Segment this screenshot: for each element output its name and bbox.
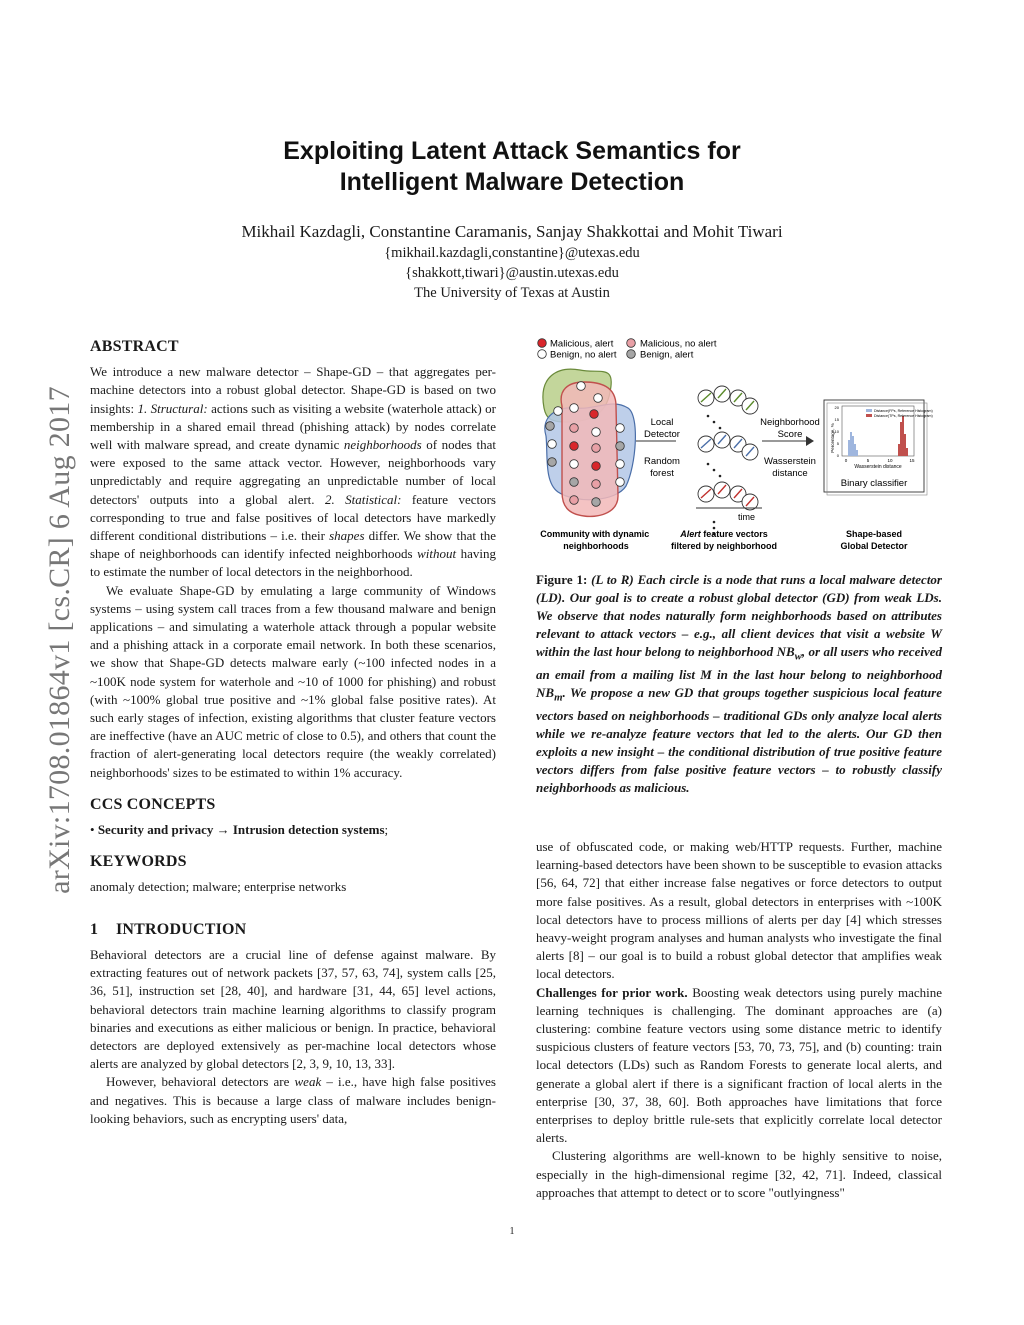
node: [570, 496, 579, 505]
figure-1-diagram: [536, 336, 946, 558]
paper-title: [0, 136, 1024, 198]
left-column: [90, 338, 496, 1128]
node: [592, 444, 601, 453]
local-detector-label: Local Detector: [644, 417, 680, 440]
page-number: 1: [509, 1226, 515, 1237]
time-label: time: [738, 512, 756, 522]
legend-benign-no-alert: Benign, no alert: [550, 349, 617, 361]
plot-ytick: 5: [836, 441, 839, 446]
author-affiliations: [0, 243, 1024, 303]
alert-vectors-label: Alert feature vectors filtered by neighborhood: [671, 529, 777, 551]
node: [548, 458, 557, 467]
author-email-2: {shakkott,tiwari}@austin.utexas.edu: [405, 265, 619, 281]
node: [616, 424, 625, 433]
legend-benign-alert-dot: [627, 350, 636, 359]
shape-gd-label: Shape-based Global Detector: [840, 529, 908, 551]
node: [546, 422, 555, 431]
node: [548, 440, 557, 449]
plot-xtick: 10: [887, 458, 893, 463]
intro-paragraph-3: use of obfuscated code, or making web/HTTP requests. Further, machine learning-based detectors have been shown to be susceptible to evasion attacks [56, 64, 72] that either increase false negatives or force detectors to output more false positives. As a result, global detectors in enterprises with ~100K local detectors have to process millions of alerts per day [4] which stresses heavy-weight program analyses and human analysts who investigate the final alerts [8] – our goal is to build a robust global detector that amplifies weak local detectors.: [536, 839, 942, 982]
plot-legend-swatch-tps: [866, 414, 872, 417]
legend-malicious-alert: Malicious, alert: [550, 338, 614, 350]
keywords-heading: KEYWORDS: [90, 853, 187, 871]
plot-legend-swatch-fps: [866, 409, 872, 412]
node: [570, 478, 579, 487]
node: [594, 394, 603, 403]
paper-title-line2: Intelligent Malware Detection: [339, 168, 685, 196]
plot-ytick: 15: [834, 417, 839, 422]
binary-classifier-label: Binary classifier: [840, 478, 908, 489]
introduction-heading: 1 INTRODUCTION: [90, 920, 247, 938]
plot-legend-tps: Distance(TPs, Reference Histogram): [874, 414, 933, 418]
paper-authors: Mikhail Kazdagli, Constantine Caramanis, Sanjay Shakkottai and Mohit Tiwari: [241, 222, 783, 241]
node: [554, 407, 563, 416]
paper-title-line1: Exploiting Latent Attack Semantics for: [283, 137, 741, 165]
node: [592, 480, 601, 489]
author-institution: The University of Texas at Austin: [414, 285, 610, 301]
keywords-text: anomaly detection; malware; enterprise networks: [90, 879, 347, 895]
right-column: [536, 838, 942, 1202]
red-neighborhood-region: [561, 382, 618, 516]
feature-vectors-row-1: [698, 386, 758, 414]
node: [592, 498, 601, 507]
ccs-heading: CCS CONCEPTS: [90, 795, 216, 813]
wasserstein-distance-label: Wasserstein distance: [764, 456, 816, 479]
abstract-paragraph-2: We evaluate Shape-GD by emulating a large community of Windows systems – using system call traces from a few thousand malware and benign applications – and simulating a waterhole attack through a popular website and a phishing attack in a corporate email network. In both these scenarios, we show that Shape-GD detects malware early (~100 infected nodes in a ~100K node system for waterhole and ~10 of 1000 for phishing) and robust (with ~100% global true positive and ~1% global false positive rates). At such early stages of infection, existing algorithms that cluster feature vectors are ineffective (have an AUC metric of close to 0.5), and others that count the fraction of alert-generating local detectors require (the weakly correlated) neighborhoods' sizes to be estimated to within 1% accuracy.: [90, 582, 496, 780]
ccs-concepts: • Security and privacy → Intrusion detection systems;: [90, 822, 389, 838]
node: [616, 460, 625, 469]
node: [616, 442, 625, 451]
node: [577, 382, 586, 391]
node: [592, 428, 601, 437]
plot-xtick: 5: [866, 458, 870, 463]
arxiv-identifier: arXiv:1708.01864v1 [cs.CR] 6 Aug 2017: [43, 386, 76, 894]
abstract-paragraph-1: We introduce a new malware detector – Shape-GD – that aggregates per-machine detectors into a robust global detector. Shape-GD is based on two insights: 1. Structural: actions such as visiting a website (waterhole attack) or membership in a shared email thread (phishing attack) by nodes correlate well with malware spread, and create dynamic neighborhoods of nodes that were exposed to the same attack vector. However, neighborhoods vary unpredictably and require aggregating an unpredictable number of local detectors' outputs into a global alert. 2. Statistical: feature vectors corresponding to true and false positives of local detectors have markedly different conditional distributions – i.e. their shapes differ. We show that the shape of neighborhoods can identify infected neighborhoods without having to estimate the number of local detectors in the neighborhood.: [90, 364, 497, 580]
neighborhood-score-label: Neighborhood Score: [760, 417, 820, 440]
node: [590, 410, 599, 419]
community-label: Community with dynamic neighborhoods: [540, 529, 650, 551]
figure-1-caption: Figure 1: (L to R) Each circle is a node that runs a local malware detector (LD). Our goal is to create a robust global detector (GD) from weak LDs. We observe that nodes naturally form neighborhoods based on attributes relevant to attack vectors – e.g., all client devices that visit a website W within the last hour belong to neighborhood $NB_w$, or all users who received an email from a mailing list M in the last hour belong to neighborhood $NB_m$. We propose a new GD that groups together suspicious local feature vectors based on neighborhoods – traditional GDs only analyze local alerts while we re-analyze feature vectors that led to the alerts. Our GD then exploits a new insight – the conditional distribution of true positive feature vectors differs from false positive feature vectors – to robustly classify neighborhoods as malicious.: [536, 572, 943, 796]
intro-paragraph-4: Challenges for prior work. Boosting weak detectors using purely machine learning techniques is challenging. The dominant approaches are (a) clustering: combine feature vectors using some distance metric to identify suspicious clusters of feature vectors [53, 70, 73, 75], and (b) counting: train local detectors (LDs) such as Random Forests to generate local alerts, and generate a global alert if there is a significant fraction of local alerts in the enterprise [30, 37, 38, 60]. Both approaches have limitations that force enterprises to deploy brittle rule-sets that explicitly correlate local detector alerts.: [536, 984, 942, 1146]
legend-benign-alert: Benign, alert: [640, 349, 694, 361]
feature-vectors-row-3: [698, 482, 758, 510]
plot-legend-fps: Distance(FPs, Reference Histogram): [874, 409, 933, 413]
legend-benign-no-alert-dot: [538, 350, 547, 359]
intro-paragraph-5: Clustering algorithms are well-known to be highly sensitive to noise, especially in the high-dimensional regime [32, 42, 71]. Indeed, classical approaches that attempt to detect or to score "outlyingness": [536, 1148, 942, 1200]
legend-malicious-no-alert: Malicious, no alert: [640, 338, 717, 350]
legend-malicious-no-alert-dot: [627, 339, 636, 348]
arrow-head: [806, 436, 814, 446]
author-email-1: {mikhail.kazdagli,constantine}@utexas.edu: [384, 245, 640, 261]
node: [570, 460, 579, 469]
plot-ytick: 10: [834, 429, 839, 434]
plot-ytick: 20: [834, 405, 839, 410]
intro-paragraph-2: However, behavioral detectors are weak – i.e., have high false positives and negatives. This is because a large class of malware includes benign-looking behaviors, such as encrypting users' data,: [90, 1074, 496, 1126]
plot-x-label: Wasserstein distance: [854, 464, 902, 470]
figure-1: [536, 336, 946, 558]
plot-xtick: 0: [844, 458, 848, 463]
node: [570, 424, 579, 433]
plot-y-label: Percentage, %: [830, 423, 835, 453]
intro-paragraph-1: Behavioral detectors are a crucial line of defense against malware. By extracting features out of network packets [37, 57, 63, 74], system calls [25, 36, 51], instruction set [28, 40], and hardware [31, 44, 65] level actions, behavioral detectors train machine learning algorithms to classify program binaries and executions as either malicious or benign. In practice, behavioral detectors are deployed extensively as per-machine local detectors whose alerts are analyzed by global detectors [2, 3, 9, 10, 13, 33].: [90, 946, 496, 1072]
abstract-heading: ABSTRACT: [90, 338, 179, 355]
plot-xtick: 15: [909, 458, 915, 463]
node: [570, 404, 579, 413]
plot-ytick: 0: [836, 453, 839, 458]
random-forest-label: Random forest: [644, 456, 680, 479]
node: [592, 462, 601, 471]
node: [616, 478, 625, 487]
node: [570, 442, 579, 451]
legend-malicious-alert-dot: [538, 339, 547, 348]
feature-vectors-row-2: [698, 432, 758, 460]
